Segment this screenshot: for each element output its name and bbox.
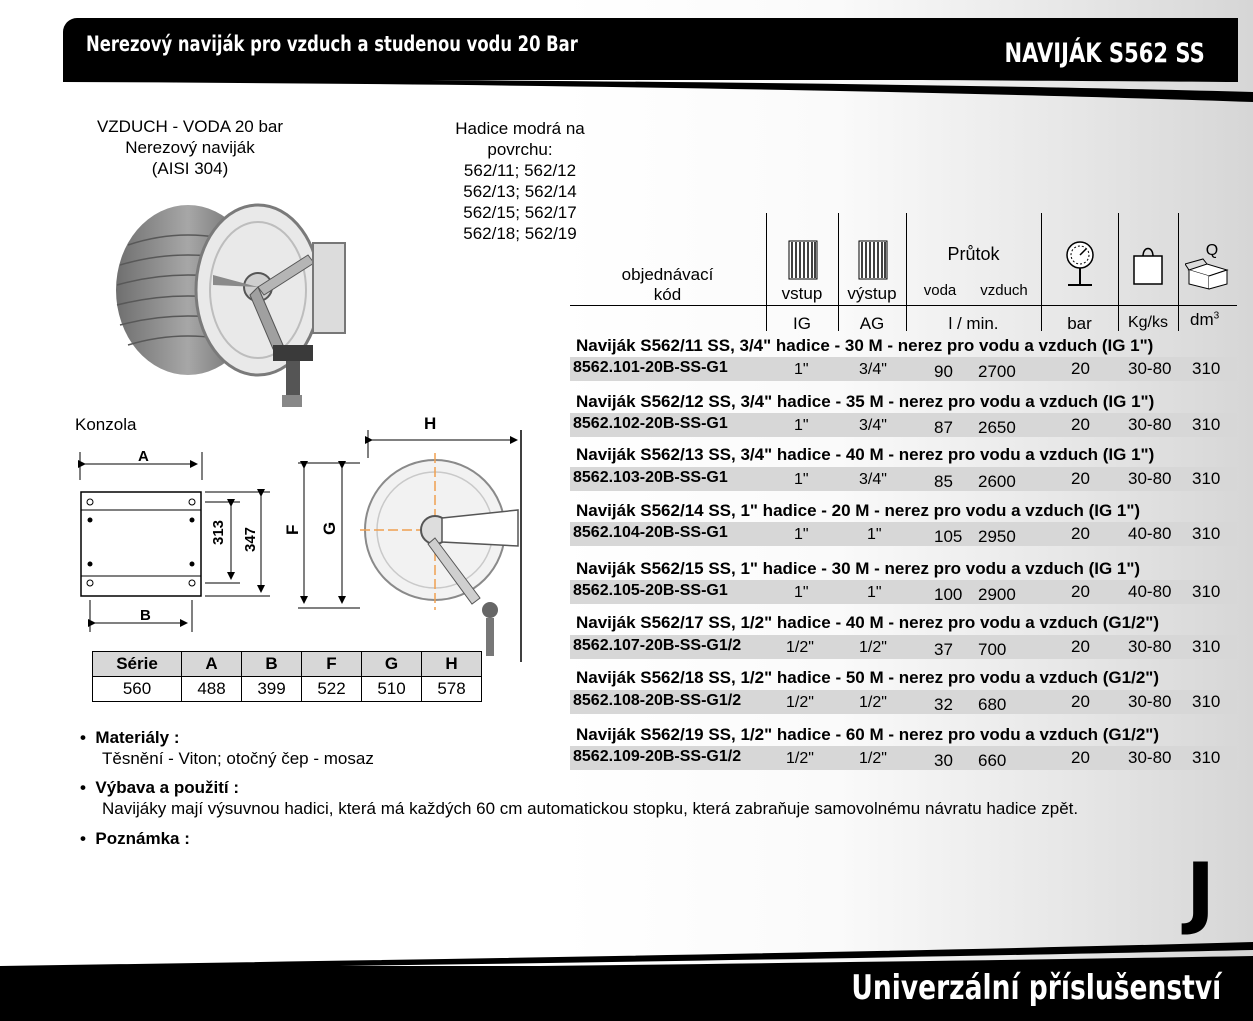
volume-value: 310: [1192, 637, 1221, 656]
water-flow-value: 37: [934, 640, 953, 659]
water-flow-value: 85: [934, 472, 953, 491]
dim-label-f: F: [283, 524, 302, 535]
inlet-value: 1": [794, 526, 809, 543]
weight-value: 30-80: [1128, 469, 1172, 488]
volume-value: 310: [1192, 692, 1221, 711]
water-flow-value: 105: [934, 527, 963, 546]
volume-value: 310: [1192, 469, 1221, 488]
thread-outer-icon: [858, 240, 888, 280]
flow-header: Průtok: [947, 244, 1000, 264]
hose-note-line: 562/13; 562/14: [463, 182, 577, 201]
order-code: 8562.107-20B-SS-G1/2: [573, 637, 742, 654]
weight-unit: Kg/ks: [1127, 314, 1168, 331]
dims-header-cell: A: [182, 652, 242, 677]
dims-value-row: [93, 677, 482, 702]
product-row: [570, 580, 1237, 604]
remark-bullet: • Poznámka :: [80, 829, 190, 848]
air-flow-value: 2950: [978, 527, 1016, 546]
intro-line: (AISI 304): [151, 159, 229, 178]
water-flow-value: 32: [934, 695, 953, 714]
hose-note-line: Hadice modrá na: [455, 119, 585, 138]
header-swoosh: [63, 70, 1253, 110]
product-row: [570, 522, 1237, 546]
air-flow-value: 660: [978, 751, 1007, 770]
hose-note-line: 562/11; 562/12: [463, 161, 577, 180]
product-title: Naviják S562/18 SS, 1/2" hadice - 50 M - nerez pro vodu a vzduch (G1/2"): [576, 668, 1159, 687]
hose-note-line: povrchu:: [487, 140, 553, 159]
inlet-value: 1/2": [786, 639, 814, 656]
product-title: Naviják S562/17 SS, 1/2" hadice - 40 M - nerez pro vodu a vzduch (G1/2"): [576, 613, 1159, 632]
dims-value-cell: 522: [302, 677, 362, 702]
dims-value-cell: 488: [182, 677, 242, 702]
water-flow-value: 90: [934, 362, 953, 381]
outlet-value: 3/4": [859, 361, 887, 378]
volume-unit-exponent: 3: [1213, 310, 1220, 322]
volume-unit: [1190, 310, 1219, 330]
chapter-letter: J: [1186, 848, 1216, 938]
inlet-value: 1": [794, 361, 809, 378]
hose-note-line: 562/15; 562/17: [463, 203, 577, 222]
pressure-value: 20: [1071, 637, 1090, 656]
outlet-value: 1/2": [859, 639, 887, 656]
header-rule: [570, 305, 1237, 306]
dim-label-h: H: [424, 414, 437, 433]
air-flow-value: 700: [978, 640, 1007, 659]
dims-value-cell: 560: [93, 677, 182, 702]
air-header: vzduch: [980, 282, 1028, 299]
product-row: [570, 635, 1237, 659]
order-code-header: [600, 265, 735, 305]
pressure-value: 20: [1071, 692, 1090, 711]
dims-header-cell: H: [422, 652, 482, 677]
order-code: 8562.105-20B-SS-G1: [573, 582, 728, 599]
outlet-unit: AG: [859, 314, 885, 333]
intro-line: Nerezový naviják: [125, 138, 255, 157]
inlet-value: 1": [794, 417, 809, 434]
header-title: NAVIJÁK S562 SS: [1004, 38, 1205, 69]
outlet-header: výstup: [847, 284, 897, 303]
inlet-value: 1/2": [786, 694, 814, 711]
dim-label-347: 347: [242, 526, 259, 552]
volume-unit-text: dm: [1190, 310, 1214, 329]
dimensions-table: [92, 651, 482, 702]
product-title: Naviják S562/11 SS, 3/4" hadice - 30 M - nerez pro vodu a vzduch (IG 1"): [576, 336, 1154, 355]
inlet-unit: IG: [793, 314, 811, 333]
volume-value: 310: [1192, 582, 1221, 601]
weight-value: 30-80: [1128, 692, 1172, 711]
water-flow-value: 100: [934, 585, 963, 604]
materials-bullet: • Materiály :: [80, 728, 180, 747]
air-flow-value: 680: [978, 695, 1007, 714]
volume-value: 310: [1192, 748, 1221, 767]
product-title: Naviják S562/12 SS, 3/4" hadice - 35 M - nerez pro vodu a vzduch (IG 1"): [576, 392, 1155, 411]
weight-value: 40-80: [1128, 582, 1172, 601]
volume-value: 310: [1192, 359, 1221, 378]
header-subtitle: Nerezový naviják pro vzduch a studenou vodu 20 Bar: [86, 32, 578, 56]
thread-inner-icon: [788, 240, 818, 280]
dims-header-cell: F: [302, 652, 362, 677]
weight-value: 30-80: [1128, 359, 1172, 378]
dim-label-a: A: [138, 448, 149, 465]
air-flow-value: 2700: [978, 362, 1016, 381]
inlet-header: vstup: [781, 284, 823, 303]
dims-header-cell: B: [242, 652, 302, 677]
order-code: 8562.102-20B-SS-G1: [573, 415, 728, 432]
pressure-unit: bar: [1067, 314, 1092, 333]
air-flow-value: 2650: [978, 418, 1016, 437]
water-flow-value: 30: [934, 751, 953, 770]
volume-value: 310: [1192, 524, 1221, 543]
dim-label-g: G: [320, 521, 339, 535]
weight-value: 30-80: [1128, 748, 1172, 767]
pressure-value: 20: [1071, 582, 1090, 601]
order-code: 8562.104-20B-SS-G1: [573, 524, 728, 541]
pressure-value: 20: [1071, 748, 1090, 767]
water-header: voda: [923, 282, 957, 299]
materials-title: Materiály :: [95, 728, 180, 747]
dim-label-b: B: [140, 607, 151, 624]
outlet-value: 1": [867, 526, 882, 543]
hose-reel-image: [108, 195, 356, 410]
water-flow-value: 87: [934, 418, 953, 437]
order-code: 8562.101-20B-SS-G1: [573, 359, 728, 376]
order-code-line: kód: [653, 285, 682, 304]
product-title: Naviják S562/15 SS, 1" hadice - 30 M - nerez pro vodu a vzduch (IG 1"): [576, 559, 1141, 578]
box-volume-icon: [1185, 258, 1231, 290]
product-row: [570, 746, 1237, 770]
pressure-value: 20: [1071, 469, 1090, 488]
inlet-value: 1": [794, 584, 809, 601]
pressure-value: 20: [1071, 415, 1090, 434]
volume-symbol: Q: [1205, 242, 1219, 259]
inlet-value: 1": [794, 471, 809, 488]
dim-label-313: 313: [210, 519, 227, 545]
dims-header-row: [93, 652, 482, 677]
air-flow-value: 2600: [978, 472, 1016, 491]
reel-side-view: [290, 428, 530, 668]
intro-line: VZDUCH - VODA 20 bar: [96, 117, 284, 136]
pressure-gauge-icon: [1064, 240, 1096, 288]
dims-header-cell: Série: [93, 652, 182, 677]
outlet-value: 1/2": [859, 750, 887, 767]
weight-value: 40-80: [1128, 524, 1172, 543]
usage-title: Výbava a použití :: [95, 778, 239, 797]
footer-title: Univerzální příslušenství: [851, 968, 1221, 1008]
hose-note: [430, 118, 610, 244]
volume-value: 310: [1192, 415, 1221, 434]
flow-unit: l / min.: [948, 314, 999, 333]
weight-bag-icon: [1132, 244, 1164, 286]
air-flow-value: 2900: [978, 585, 1016, 604]
dims-value-cell: 578: [422, 677, 482, 702]
order-code: 8562.103-20B-SS-G1: [573, 469, 728, 486]
product-row: [570, 413, 1237, 437]
order-code: 8562.108-20B-SS-G1/2: [573, 692, 742, 709]
remark-title: Poznámka :: [95, 829, 190, 848]
product-row: [570, 690, 1237, 714]
intro-text: [70, 116, 310, 179]
product-title: Naviják S562/19 SS, 1/2" hadice - 60 M - nerez pro vodu a vzduch (G1/2"): [576, 725, 1159, 744]
pressure-value: 20: [1071, 359, 1090, 378]
product-row: [570, 467, 1237, 491]
konzola-label: Konzola: [75, 415, 137, 434]
dims-value-cell: 510: [362, 677, 422, 702]
product-row: [570, 357, 1237, 381]
header-divider: [1178, 213, 1179, 331]
materials-text: Těsnění - Viton; otočný čep - mosaz: [102, 749, 374, 768]
outlet-value: 3/4": [859, 471, 887, 488]
usage-bullet: • Výbava a použití :: [80, 778, 239, 797]
product-title: Naviják S562/13 SS, 3/4" hadice - 40 M - nerez pro vodu a vzduch (IG 1"): [576, 445, 1155, 464]
dims-value-cell: 399: [242, 677, 302, 702]
hose-note-line: 562/18; 562/19: [463, 224, 577, 243]
order-code: 8562.109-20B-SS-G1/2: [573, 748, 742, 765]
weight-value: 30-80: [1128, 415, 1172, 434]
product-title: Naviják S562/14 SS, 1" hadice - 20 M - nerez pro vodu a vzduch (IG 1"): [576, 501, 1141, 520]
outlet-value: 1": [867, 584, 882, 601]
outlet-value: 3/4": [859, 417, 887, 434]
inlet-value: 1/2": [786, 750, 814, 767]
dims-header-cell: G: [362, 652, 422, 677]
order-code-line: objednávací: [621, 265, 714, 284]
weight-value: 30-80: [1128, 637, 1172, 656]
outlet-value: 1/2": [859, 694, 887, 711]
usage-text: Navijáky mají výsuvnou hadici, která má každých 60 cm automatickou stopku, která zabraňuje samovolnému návratu hadice zpět.: [102, 799, 1079, 818]
pressure-value: 20: [1071, 524, 1090, 543]
